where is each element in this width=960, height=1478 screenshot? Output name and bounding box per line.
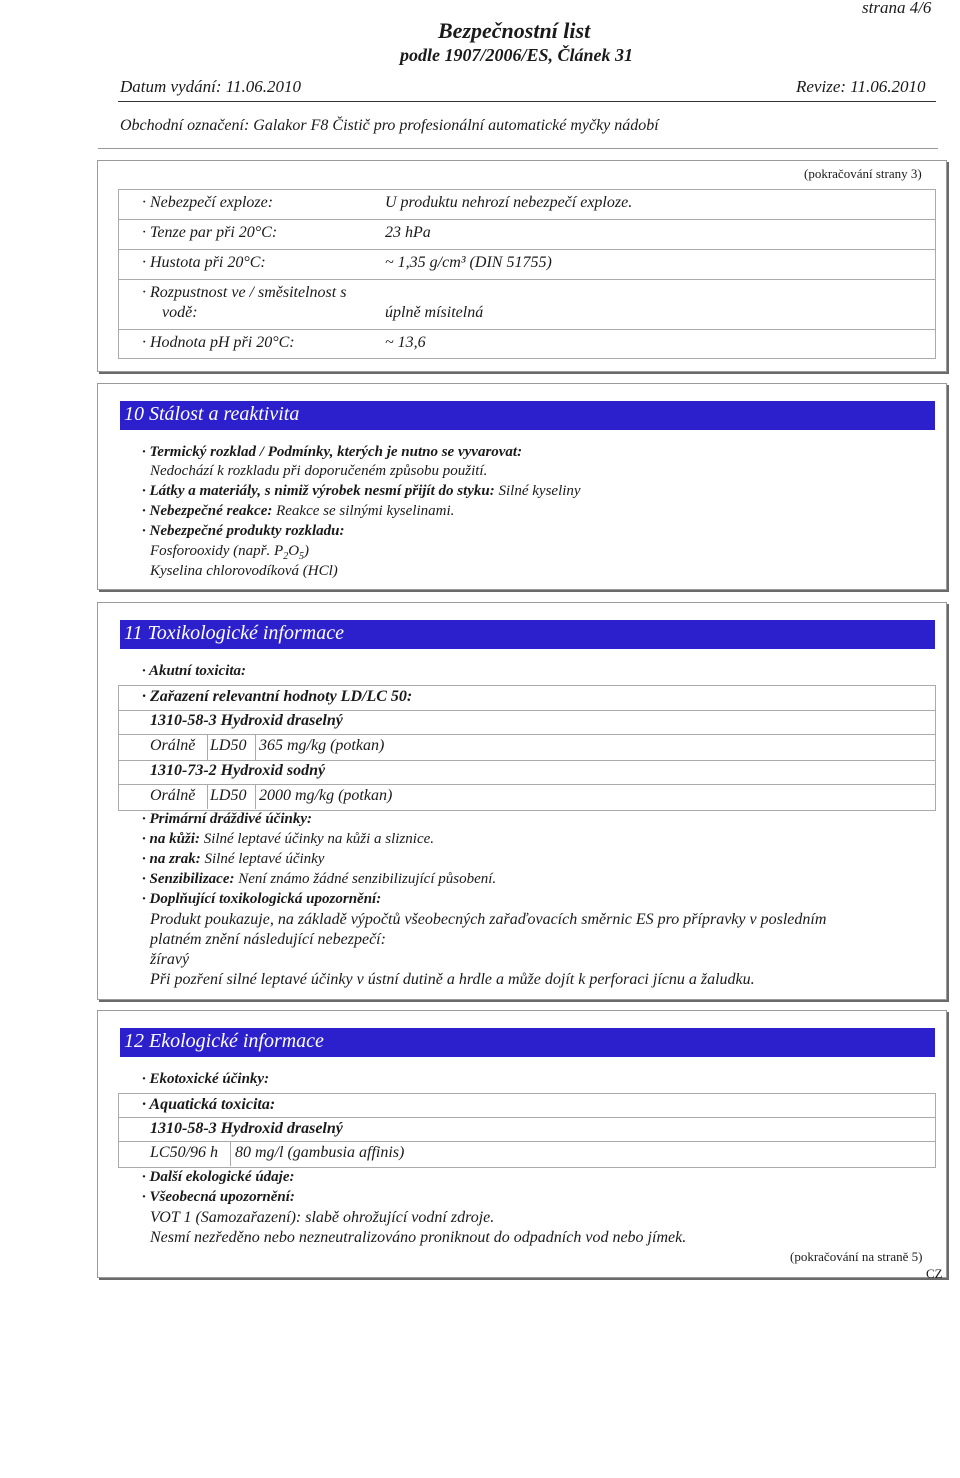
substance-1-name: 1310-58-3 Hydroxid draselný: [150, 712, 343, 729]
page-number: strana 4/6: [862, 0, 932, 17]
section-12-heading: [120, 1028, 935, 1057]
substance-2-type: LD50: [210, 787, 247, 804]
density-value: ~ 1,35 g/cm³ (DIN 51755): [385, 254, 552, 271]
skin-label: · na kůži:: [142, 831, 200, 847]
sensitization-value: Není známo žádné senzibilizující působení.: [238, 871, 497, 887]
substance-1-value: 365 mg/kg (potkan): [259, 737, 385, 754]
decomposition-text: Nedochází k rozkladu při doporučeném způsobu použití.: [150, 463, 488, 479]
substance-1-route: Orálně: [150, 737, 196, 754]
general-note-2: Nesmí nezředěno nebo nezneutralizováno proniknout do odpadních vod nebo jímek.: [150, 1229, 687, 1246]
ld-col-divider: [255, 734, 256, 760]
decomp-product-2: Kyselina chlorovodíková (HCl): [150, 563, 338, 579]
section-10-heading: [120, 401, 935, 430]
ecotox-label: · Ekotoxické účinky:: [142, 1071, 270, 1087]
eye-label: · na zrak:: [142, 851, 201, 867]
explosion-value: U produktu nehrozí nebezpečí exploze.: [385, 194, 633, 211]
general-notes-label: · Všeobecná upozornění:: [142, 1189, 295, 1205]
product-subscript: 5: [299, 551, 305, 562]
vapor-pressure-label: · Tenze par při 20°C:: [142, 224, 278, 241]
aquatic-value: 80 mg/l (gambusia affinis): [235, 1144, 405, 1161]
skin-value: Silné leptavé účinky na kůži a sliznice.: [203, 831, 435, 847]
section-12-title: 12 Ekologické informace: [124, 1030, 324, 1052]
skin-row: [142, 831, 434, 848]
document-subtitle: podle 1907/2006/ES, Článek 31: [400, 45, 634, 65]
reactions-label: · Nebezpečné reakce:: [142, 503, 273, 519]
substance-2-route: Orálně: [150, 787, 196, 804]
section-10-title: 10 Stálost a reaktivita: [124, 403, 300, 425]
aquatic-col-divider: [230, 1141, 231, 1166]
ld-divider: [118, 734, 935, 735]
revision-date: Revize: 11.06.2010: [796, 77, 926, 96]
eye-value: Silné leptavé účinky: [204, 851, 325, 867]
ld-divider: [118, 710, 935, 711]
explosion-label: · Nebezpečí exploze:: [142, 194, 274, 211]
product-text: Fosforooxidy (např. P: [150, 543, 284, 559]
trade-name: Obchodní označení: Galakor F8 Čistič pro profesionální automatické myčky nádobí: [120, 117, 659, 134]
aquatic-divider: [118, 1117, 935, 1118]
section-11-heading: [120, 620, 935, 649]
continued-from: (pokračování strany 3): [804, 166, 922, 181]
additional-tox-line-2: platném znění následující nebezpečí:: [150, 931, 386, 948]
ld-label: · Zařazení relevantní hodnoty LD/LC 50:: [142, 688, 413, 705]
general-note-1: VOT 1 (Samozařazení): slabě ohrožující vodní zdroje.: [150, 1209, 495, 1226]
aquatic-label: · Aquatická toxicita:: [142, 1096, 276, 1113]
product-subscript: 2: [283, 551, 289, 562]
prop-divider: [118, 219, 935, 220]
other-eco-label: · Další ekologické údaje:: [142, 1169, 295, 1185]
incompatible-row: [142, 483, 581, 500]
ld-divider: [118, 760, 935, 761]
additional-tox-line-1: Produkt poukazuje, na základě výpočtů všeobecných zařaďovacích směrnic ES pro přípravky v posledním: [150, 911, 827, 928]
substance-2-value: 2000 mg/kg (potkan): [259, 787, 393, 804]
additional-tox-line-3: žíravý: [150, 951, 190, 968]
decomposition-label: · Termický rozklad / Podmínky, kterých je nutno se vyvarovat:: [142, 444, 523, 460]
substance-2-name: 1310-73-2 Hydroxid sodný: [150, 762, 326, 779]
ld-col-divider: [255, 784, 256, 809]
prop-divider: [118, 249, 935, 250]
reactions-value: Reakce se silnými kyselinami.: [276, 503, 455, 519]
solubility-label: · Rozpustnost ve / směsitelnost s: [142, 284, 347, 301]
product-text: O: [288, 543, 300, 559]
issue-date: Datum vydání: 11.06.2010: [120, 77, 301, 96]
sensitization-label: · Senzibilizace:: [142, 871, 235, 887]
eye-row: [142, 851, 324, 868]
header-divider: [118, 101, 936, 102]
density-label: · Hustota při 20°C:: [142, 254, 266, 271]
ph-label: · Hodnota pH při 20°C:: [142, 334, 295, 351]
primary-irritant-label: · Primární dráždivé účinky:: [142, 811, 313, 827]
solubility-label-cont: vodě:: [162, 304, 198, 321]
aquatic-divider: [118, 1141, 935, 1142]
sensitization-row: [142, 871, 496, 888]
additional-tox-label: · Doplňující toxikologická upozornění:: [142, 891, 382, 907]
decomp-product-1: [150, 543, 309, 562]
substance-1-type: LD50: [210, 737, 247, 754]
section-11-title: 11 Toxikologické informace: [124, 622, 344, 644]
continued-to: (pokračování na straně 5): [790, 1249, 923, 1264]
incompatible-label: · Látky a materiály, s nimiž výrobek nesmí přijít do styku:: [142, 483, 495, 499]
reactions-row: [142, 503, 454, 520]
decomp-products-label: · Nebezpečné produkty rozkladu:: [142, 523, 345, 539]
aquatic-test: LC50/96 h: [150, 1144, 219, 1161]
ld-col-divider: [207, 734, 208, 760]
vapor-pressure-value: 23 hPa: [385, 224, 431, 241]
additional-tox-line-4: Při pozření silné leptavé účinky v ústní dutině a hrdle a může dojít k perforaci jícnu a žaludku.: [150, 971, 755, 988]
trade-name-divider: [98, 148, 938, 149]
acute-toxicity-label: · Akutní toxicita:: [142, 663, 247, 679]
solubility-value: úplně mísitelná: [385, 304, 484, 321]
aquatic-substance-name: 1310-58-3 Hydroxid draselný: [150, 1120, 343, 1137]
product-text: ): [304, 543, 310, 559]
prop-divider: [118, 329, 935, 330]
language-code: CZ: [926, 1266, 943, 1281]
document-title: Bezpečnostní list: [438, 18, 591, 43]
ld-divider: [118, 784, 935, 785]
ld-col-divider: [207, 784, 208, 809]
incompatible-value: Silné kyseliny: [498, 483, 581, 499]
ph-value: ~ 13,6: [385, 334, 426, 351]
prop-divider: [118, 279, 935, 280]
